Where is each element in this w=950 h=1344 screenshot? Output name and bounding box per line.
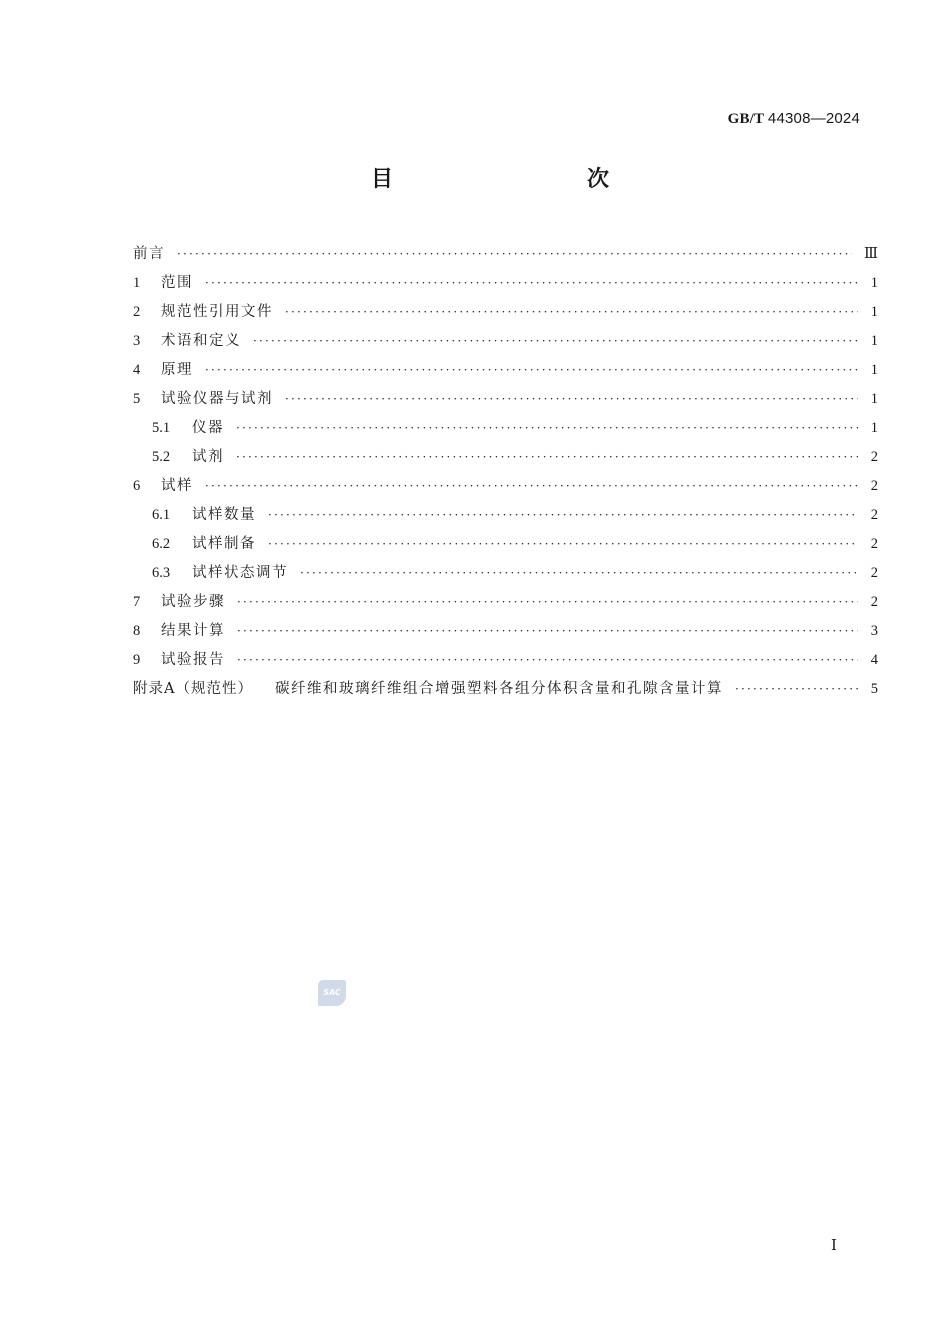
toc-entry-number: 5 — [133, 391, 141, 407]
toc-entry-number: 4 — [133, 362, 141, 378]
toc-entry-label: 试样制备 — [192, 536, 256, 552]
toc-entry-foreword[interactable] — [133, 240, 878, 269]
toc-entry-label: 原理 — [161, 362, 193, 378]
toc-entry-6-1[interactable] — [133, 501, 878, 530]
toc-entry-3[interactable] — [133, 327, 878, 356]
toc-leader-dots — [236, 443, 858, 472]
toc-leader-dots — [205, 356, 858, 385]
toc-entry-label: 试验步骤 — [161, 594, 225, 610]
standard-code: 44308—2024 — [767, 110, 860, 127]
toc-entry-7[interactable] — [133, 588, 878, 617]
toc-entry-page: 3 — [870, 623, 878, 639]
toc-entry-page: 4 — [870, 652, 878, 668]
toc-leader-dots — [237, 646, 858, 675]
toc-entry-annex-a[interactable] — [133, 675, 878, 704]
standard-number — [728, 110, 860, 128]
toc-entry-number: 2 — [133, 304, 141, 320]
toc-entry-9[interactable] — [133, 646, 878, 675]
page-number: Ⅰ — [831, 1238, 837, 1254]
toc-leader-dots — [205, 472, 858, 501]
toc-leader-dots — [268, 530, 858, 559]
toc-entry-number: 8 — [133, 623, 141, 639]
toc-entry-label: 规范性引用文件 — [161, 304, 273, 320]
toc-entry-page: 2 — [870, 507, 878, 523]
toc-entry-6[interactable] — [133, 472, 878, 501]
toc-entry-2[interactable] — [133, 298, 878, 327]
toc-entry-label: 范围 — [161, 275, 193, 291]
toc-leader-dots — [236, 414, 858, 443]
toc-entry-number: 6.1 — [152, 507, 171, 523]
toc-entry-number: 6.2 — [152, 536, 171, 552]
toc-leader-dots — [735, 675, 858, 704]
toc-entry-number: 7 — [133, 594, 141, 610]
toc-leader-dots — [177, 240, 852, 269]
toc-entry-page: 1 — [870, 304, 878, 320]
toc-entry-label: 结果计算 — [161, 623, 225, 639]
toc-entry-4[interactable] — [133, 356, 878, 385]
toc-entry-5[interactable] — [133, 385, 878, 414]
page-title: 目 次 — [370, 167, 659, 192]
toc-entry-page: 2 — [870, 449, 878, 465]
toc-entry-label: 试样数量 — [192, 507, 256, 523]
toc-entry-number: 5.1 — [152, 420, 171, 436]
toc-leader-dots — [205, 269, 858, 298]
toc-entry-5-1[interactable] — [133, 414, 878, 443]
toc-entry-number: 3 — [133, 333, 141, 349]
toc-entry-page: Ⅲ — [864, 246, 878, 262]
annex-label: 附录A（规范性） — [133, 681, 253, 697]
toc-entry-label: 术语和定义 — [161, 333, 241, 349]
toc-entry-label: 试剂 — [192, 449, 224, 465]
toc-entry-label: 试验报告 — [161, 652, 225, 668]
toc-entry-page: 2 — [870, 478, 878, 494]
toc-entry-page: 1 — [870, 275, 878, 291]
toc-entry-label: 前言 — [133, 246, 165, 262]
toc-entry-number: 5.2 — [152, 449, 171, 465]
toc-entry-label: 仪器 — [192, 420, 224, 436]
toc-entry-page: 1 — [870, 391, 878, 407]
toc-entry-page: 1 — [870, 333, 878, 349]
toc-entry-label: 试验仪器与试剂 — [161, 391, 273, 407]
toc-leader-dots — [237, 588, 858, 617]
toc-entry-page: 1 — [870, 420, 878, 436]
toc-entry-page: 1 — [870, 362, 878, 378]
toc-entry-page: 2 — [870, 536, 878, 552]
toc-entry-page: 2 — [870, 594, 878, 610]
toc-entry-page: 5 — [870, 681, 878, 697]
toc-entry-6-2[interactable] — [133, 530, 878, 559]
toc-entry-8[interactable] — [133, 617, 878, 646]
toc-entry-number: 6.3 — [152, 565, 171, 581]
toc-entry-number: 1 — [133, 275, 141, 291]
toc-entry-label: 试样 — [161, 478, 193, 494]
toc-leader-dots — [300, 559, 858, 588]
sac-watermark-logo: SAC — [318, 980, 346, 1006]
toc-entry-6-3[interactable] — [133, 559, 878, 588]
toc-entry-page: 2 — [870, 565, 878, 581]
toc-leader-dots — [285, 298, 858, 327]
annex-title: 碳纤维和玻璃纤维组合增强塑料各组分体积含量和孔隙含量计算 — [274, 681, 723, 697]
toc-entry-label: 试样状态调节 — [192, 565, 288, 581]
toc-entry-number: 9 — [133, 652, 141, 668]
toc-leader-dots — [285, 385, 858, 414]
toc-leader-dots — [268, 501, 858, 530]
toc-entry-number: 6 — [133, 478, 141, 494]
toc-entry-1[interactable] — [133, 269, 878, 298]
standard-prefix: GB/T — [727, 111, 764, 127]
toc-leader-dots — [237, 617, 858, 646]
toc-leader-dots — [253, 327, 858, 356]
toc-entry-5-2[interactable] — [133, 443, 878, 472]
table-of-contents — [133, 240, 878, 704]
